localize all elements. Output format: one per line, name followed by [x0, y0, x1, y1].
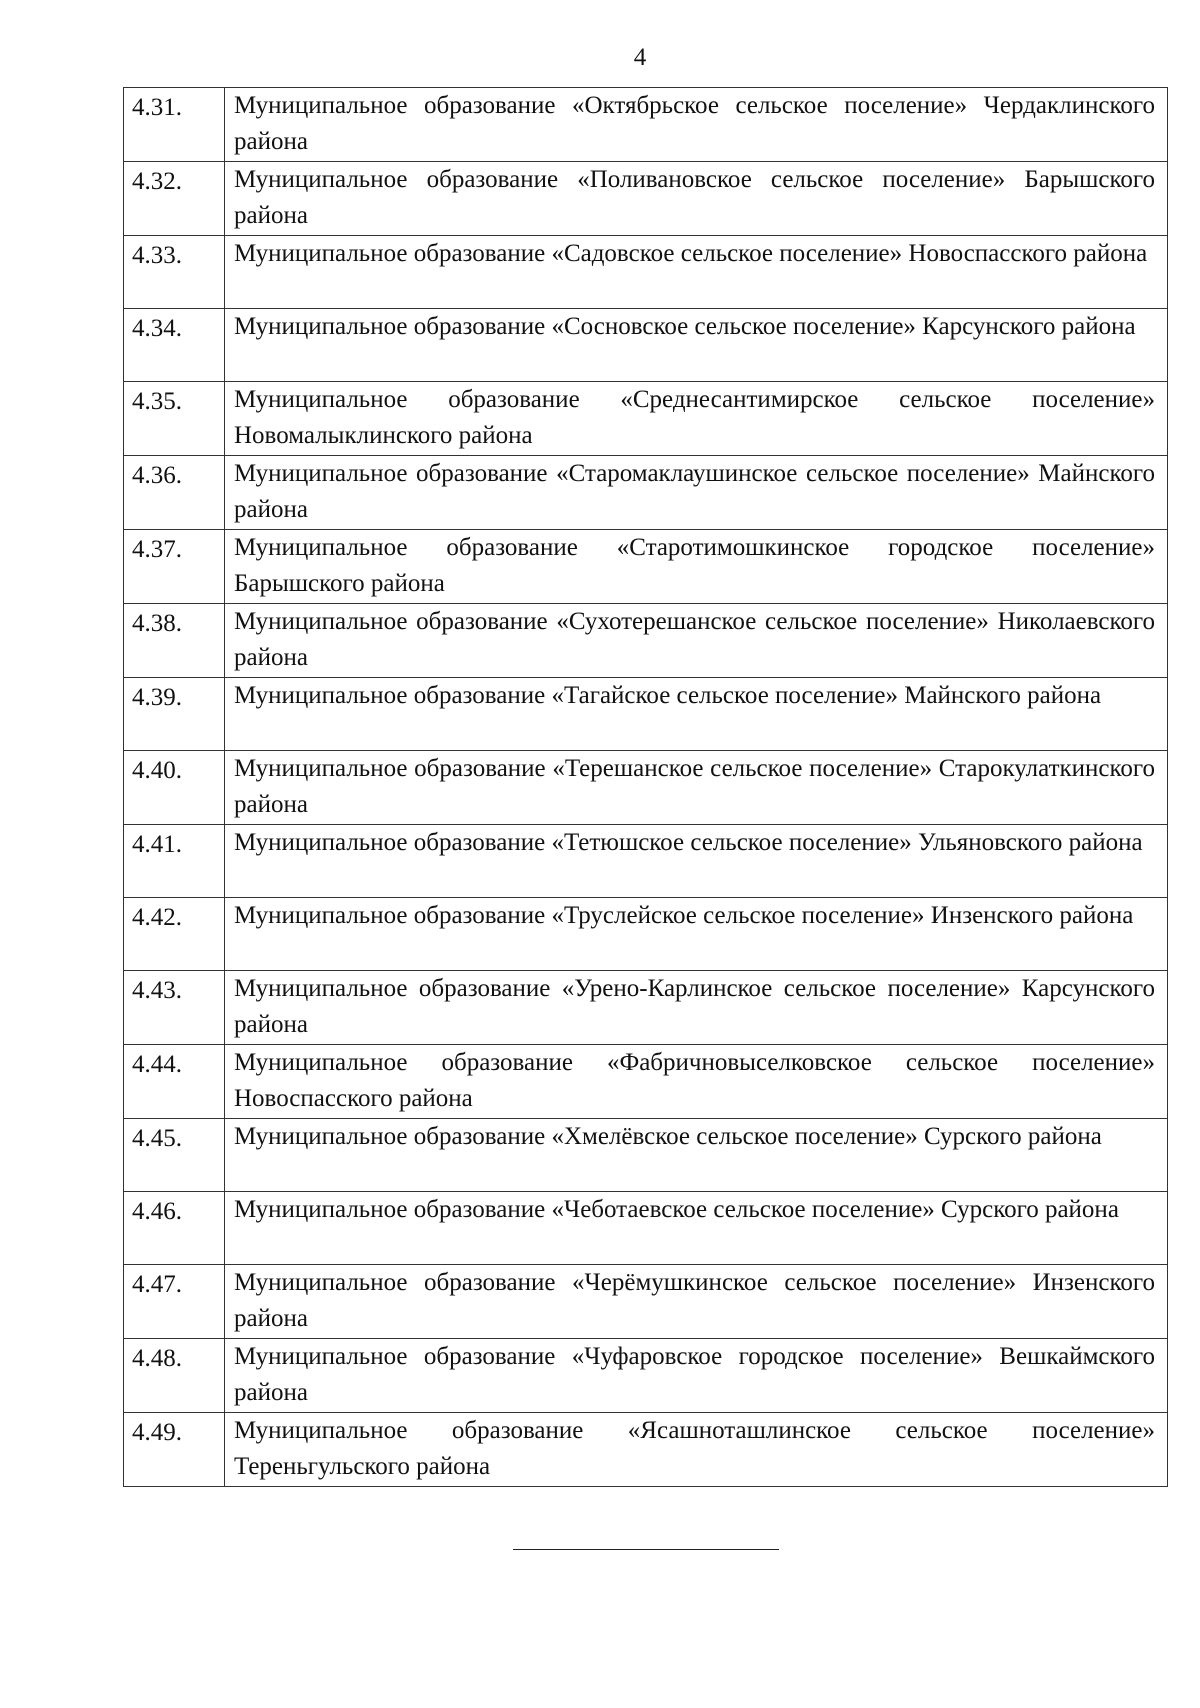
- row-number: 4.41.: [124, 825, 225, 898]
- table-row: [124, 971, 1168, 1045]
- row-municipality-name: Муниципальное образование «Тагайское сельское поселение» Майнского района: [225, 678, 1168, 751]
- table-row: [124, 604, 1168, 678]
- page-number: 4: [633, 44, 647, 71]
- row-municipality-name: Муниципальное образование «Чуфаровское городское поселение» Вешкаймского района: [225, 1339, 1168, 1413]
- table-body: [124, 88, 1168, 1487]
- row-municipality-name: Муниципальное образование «Ясашноташлинское сельское поселение» Тереньгульского района: [225, 1413, 1168, 1487]
- table-row: [124, 678, 1168, 751]
- row-number: 4.39.: [124, 678, 225, 751]
- table-row: [124, 898, 1168, 971]
- table-row: [124, 162, 1168, 236]
- row-number: 4.38.: [124, 604, 225, 678]
- row-number: 4.42.: [124, 898, 225, 971]
- table-row: [124, 1413, 1168, 1487]
- row-municipality-name: Муниципальное образование «Урено-Карлинское сельское поселение» Карсунского района: [225, 971, 1168, 1045]
- row-number: 4.32.: [124, 162, 225, 236]
- municipality-table: [123, 87, 1168, 1487]
- table-row: [124, 382, 1168, 456]
- table-row: [124, 751, 1168, 825]
- table-row: [124, 88, 1168, 162]
- table-row: [124, 1265, 1168, 1339]
- table-row: [124, 530, 1168, 604]
- row-number: 4.40.: [124, 751, 225, 825]
- row-municipality-name: Муниципальное образование «Садовское сельское поселение» Новоспасского района: [225, 236, 1168, 309]
- table-row: [124, 825, 1168, 898]
- row-municipality-name: Муниципальное образование «Октябрьское сельское поселение» Чердаклинского района: [225, 88, 1168, 162]
- row-municipality-name: Муниципальное образование «Среднесантимирское сельское поселение» Новомалыклинского района: [225, 382, 1168, 456]
- row-number: 4.31.: [124, 88, 225, 162]
- row-municipality-name: Муниципальное образование «Терешанское сельское поселение» Старокулаткинского района: [225, 751, 1168, 825]
- row-number: 4.33.: [124, 236, 225, 309]
- row-municipality-name: Муниципальное образование «Чеботаевское сельское поселение» Сурского района: [225, 1192, 1168, 1265]
- table-row: [124, 236, 1168, 309]
- table-row: [124, 1192, 1168, 1265]
- table-row: [124, 1339, 1168, 1413]
- row-number: 4.44.: [124, 1045, 225, 1119]
- row-municipality-name: Муниципальное образование «Черёмушкинское сельское поселение» Инзенского района: [225, 1265, 1168, 1339]
- row-municipality-name: Муниципальное образование «Тетюшское сельское поселение» Ульяновского района: [225, 825, 1168, 898]
- row-municipality-name: Муниципальное образование «Старомаклаушинское сельское поселение» Майнского района: [225, 456, 1168, 530]
- table-row: [124, 309, 1168, 382]
- row-number: 4.49.: [124, 1413, 225, 1487]
- row-number: 4.45.: [124, 1119, 225, 1192]
- row-municipality-name: Муниципальное образование «Фабричновыселковское сельское поселение» Новоспасского района: [225, 1045, 1168, 1119]
- table-row: [124, 1119, 1168, 1192]
- row-municipality-name: Муниципальное образование «Старотимошкинское городское поселение» Барышского района: [225, 530, 1168, 604]
- row-municipality-name: Муниципальное образование «Поливановское сельское поселение» Барышского района: [225, 162, 1168, 236]
- row-number: 4.36.: [124, 456, 225, 530]
- row-number: 4.46.: [124, 1192, 225, 1265]
- table-row: [124, 456, 1168, 530]
- row-number: 4.47.: [124, 1265, 225, 1339]
- row-municipality-name: Муниципальное образование «Сосновское сельское поселение» Карсунского района: [225, 309, 1168, 382]
- row-number: 4.37.: [124, 530, 225, 604]
- row-number: 4.48.: [124, 1339, 225, 1413]
- footer-separator-line: [513, 1549, 779, 1550]
- row-number: 4.43.: [124, 971, 225, 1045]
- row-municipality-name: Муниципальное образование «Труслейское сельское поселение» Инзенского района: [225, 898, 1168, 971]
- row-number: 4.35.: [124, 382, 225, 456]
- row-municipality-name: Муниципальное образование «Хмелёвское сельское поселение» Сурского района: [225, 1119, 1168, 1192]
- row-municipality-name: Муниципальное образование «Сухотерешанское сельское поселение» Николаевского района: [225, 604, 1168, 678]
- table-row: [124, 1045, 1168, 1119]
- row-number: 4.34.: [124, 309, 225, 382]
